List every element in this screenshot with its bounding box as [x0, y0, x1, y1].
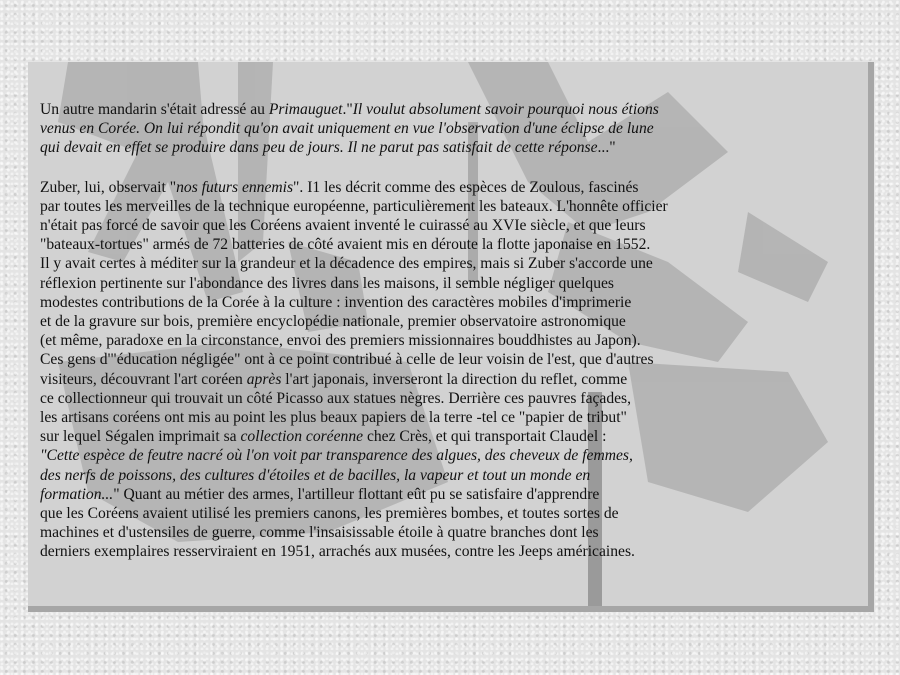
text-line: qui devait en effet se produire dans peu de jours. Il ne parut pas satisfait de cette réponse..." — [40, 139, 616, 157]
text-line: Zuber, lui, observait "nos futurs ennemis". I1 les décrit comme des espèces de Zoulous, fascinés — [40, 178, 639, 196]
text-line: que les Coréens avaient utilisé les premiers canons, les premières bombes, et toutes sortes de — [40, 505, 619, 523]
text-line: et de la gravure sur bois, première encyclopédie nationale, premier observatoire astronomique — [40, 313, 626, 331]
text-line: Ces gens d'"éducation négligée" ont à ce point contribué à celle de leur voisin de l'est, que d'autres — [40, 351, 654, 369]
text-line: "Cette espèce de feutre nacré où l'on voit par transparence des algues, des cheveux de femmes, — [40, 447, 633, 465]
text-line: les artisans coréens ont mis au point les plus beaux papiers de la terre -tel ce "papier de tribut" — [40, 409, 627, 427]
text-line: derniers exemplaires resserviraient en 1951, arrachés aux musées, contre les Jeeps américaines. — [40, 543, 635, 561]
text-line: n'était pas forcé de savoir que les Coréens avaient inventé le cuirassé au XVIe siècle, et que leurs — [40, 217, 646, 235]
text-line: Un autre mandarin s'était adressé au Primauguet."Il voulut absolument savoir pourquoi nous étions — [40, 101, 659, 118]
text-line: visiteurs, découvrant l'art coréen après l'art japonais, inverseront la direction du reflet, comme — [40, 370, 628, 388]
text-line: Il y avait certes à méditer sur la grandeur et la décadence des empires, mais si Zuber s'accorde une — [40, 255, 653, 273]
text-line: formation..." Quant au métier des armes, l'artilleur flottant eût pu se satisfaire d'apprendre — [40, 485, 600, 503]
content-panel — [28, 62, 874, 612]
text-line: (et même, paradoxe en la circonstance, envoi des premiers missionnaires bouddhistes au Japon). — [40, 332, 641, 350]
text-line: des nerfs de poissons, des cultures d'étoiles et de bacilles, la vapeur et tout un monde en — [40, 466, 591, 484]
text-line: par toutes les merveilles de la technique européenne, particulièrement les bateaux. L'honnête officier — [40, 197, 668, 215]
text-line: ce collectionneur qui trouvait un côté Picasso aux statues nègres. Derrière ces pauvres façades, — [40, 389, 632, 407]
text-line: "bateaux-tortues" armés de 72 batteries de côté avaient mis en déroute la flotte japonaise en 1552. — [40, 236, 651, 254]
text-line: venus en Corée. On lui répondit qu'on avait uniquement en vue l'observation d'une éclipse de lune — [40, 120, 654, 138]
article-text — [40, 100, 860, 562]
text-line: sur lequel Ségalen imprimait sa collection coréenne chez Crès, et qui transportait Claudel : — [40, 428, 607, 446]
text-line: réflexion pertinente sur l'abondance des livres dans les maisons, il semble négliger quelques — [40, 274, 614, 292]
text-line: modestes contributions de la Corée à la culture : invention des caractères mobiles d'imprimerie — [40, 293, 632, 311]
text-line: machines et d'ustensiles de guerre, comme l'insaisissable étoile à quatre branches dont les — [40, 524, 599, 542]
